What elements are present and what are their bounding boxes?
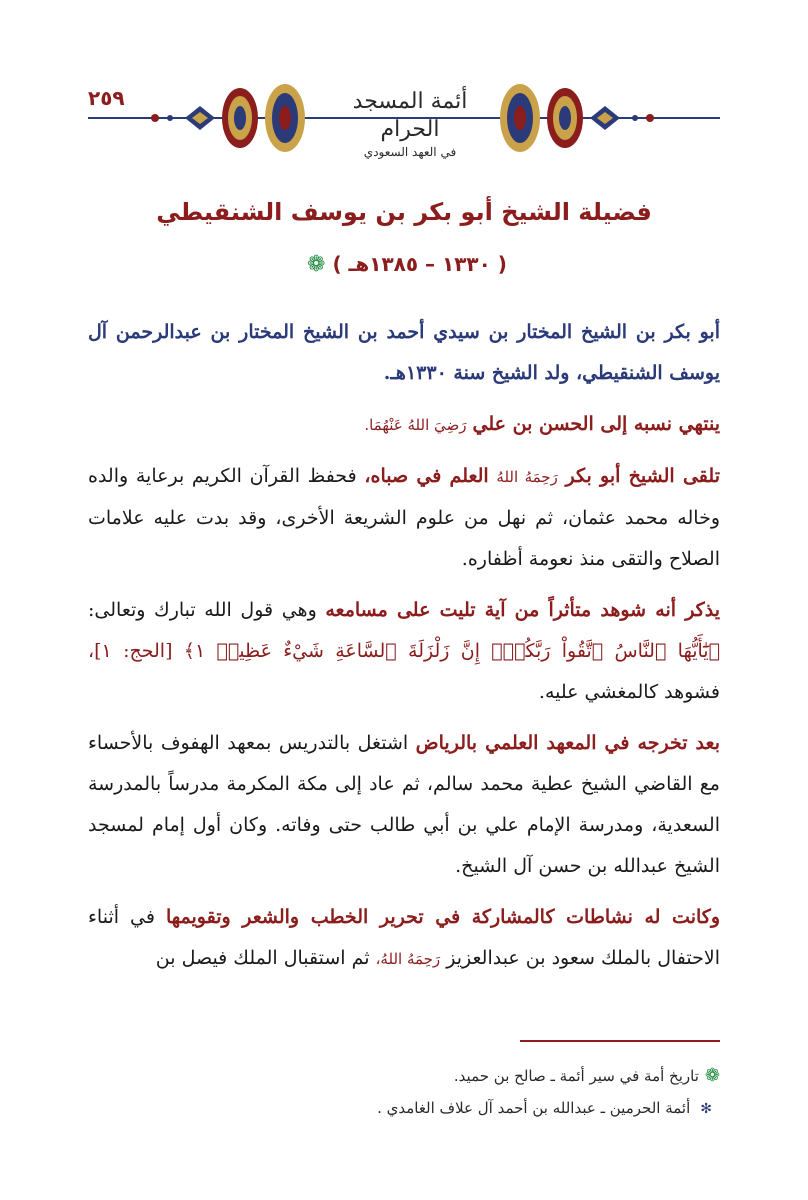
honorific: رَحِمَهُ اللهُ، (375, 950, 441, 968)
honorific: رَضِيَ اللهُ عَنْهُمَا. (364, 416, 467, 434)
page-number: ٢٥٩ (88, 86, 125, 110)
book-title: أئمة المسجد الحرام (352, 89, 468, 142)
ayah-lead: يذكر أنه شوهد متأثراً من آية تليت على مسامعه (325, 599, 720, 621)
green-rosette-icon: ❁ (307, 252, 326, 277)
ayah-rest: فشوهد كالمغشي عليه. (538, 681, 720, 703)
paragraph-activities (88, 897, 720, 980)
paragraph-career (88, 723, 720, 887)
footnote-2-text: أئمة الحرمين ـ عبدالله بن أحمد آل علاف الغامدي . (377, 1099, 691, 1117)
body-text (88, 312, 720, 980)
footnotes (88, 1060, 720, 1125)
quran-verse: ﴿يَٰٓأَيُّهَا ٱلنَّاسُ ٱتَّقُواْ رَبَّكُمْۚ إِنَّ زَلْزَلَةَ ٱلسَّاعَةِ شَيْءٌ عَظِيمٞ ١﴾ [الحج: ١]، (88, 640, 720, 662)
career-text: اشتغل بالتدريس بمعهد الهفوف بالأحساء مع القاضي الشيخ عطية محمد سالم، ثم عاد إلى مكة المكرمة مدرساً بالمدرسة السعدية، ومدرسة الإمام علي بن أبي طالب حتى وفاته. وكان أول إمام لمسجد الشيخ عبدالله بن حسن آل الشيخ. (88, 732, 720, 877)
running-title (330, 88, 490, 160)
activities-text-2: ثم استقبال الملك فيصل بن (155, 947, 370, 969)
paragraph-lineage (88, 312, 720, 394)
education-text: فحفظ القرآن الكريم برعاية والده وخاله محمد عثمان، ثم نهل من علوم الشريعة الأخرى، وقد بدت عليه علامات الصلاح والتقى منذ نعومة أظفاره. (88, 465, 720, 570)
chapter-dates (0, 252, 808, 277)
lineage-text: أبو بكر بن الشيخ المختار بن سيدي أحمد بن الشيخ المختار بن عبدالرحمن آل يوسف الشنقيطي، ولد الشيخ سنة ١٣٣٠هـ. (88, 321, 720, 384)
book-subtitle: في العهد السعودي (363, 145, 457, 159)
career-lead: بعد تخرجه في المعهد العلمي بالرياض (415, 732, 720, 754)
paragraph-education (88, 456, 720, 580)
footnote-2 (88, 1092, 720, 1125)
green-rosette-icon: ❁ (704, 1065, 720, 1086)
paragraph-ayah (88, 590, 720, 713)
activities-text: في أثناء الاحتفال بالملك سعود بن عبدالعزيز (88, 906, 720, 969)
education-highlight: العلم في صباه، (364, 465, 489, 487)
ayah-intro: وهي قول الله تبارك وتعالى: (88, 599, 317, 621)
dates-text: ( ١٣٣٠ – ١٣٨٥هـ ) (332, 252, 507, 276)
asterisk-icon: ✻ (700, 1101, 712, 1117)
footnote-divider (520, 1040, 720, 1042)
activities-lead: وكانت له نشاطات كالمشاركة في تحرير الخطب والشعر وتقويمها (165, 906, 720, 928)
footnote-1-text: تاريخ أمة في سير أئمة ـ صالح بن حميد. (453, 1067, 699, 1085)
chapter-title: فضيلة الشيخ أبو بكر بن يوسف الشنقيطي (156, 198, 652, 226)
honorific: رَحِمَهُ اللهُ (496, 468, 558, 486)
descent-text: ينتهي نسبه إلى الحسن بن علي (472, 413, 720, 435)
paragraph-descent (88, 404, 720, 446)
footnote-1 (88, 1060, 720, 1092)
education-lead: تلقى الشيخ أبو بكر (565, 465, 720, 487)
